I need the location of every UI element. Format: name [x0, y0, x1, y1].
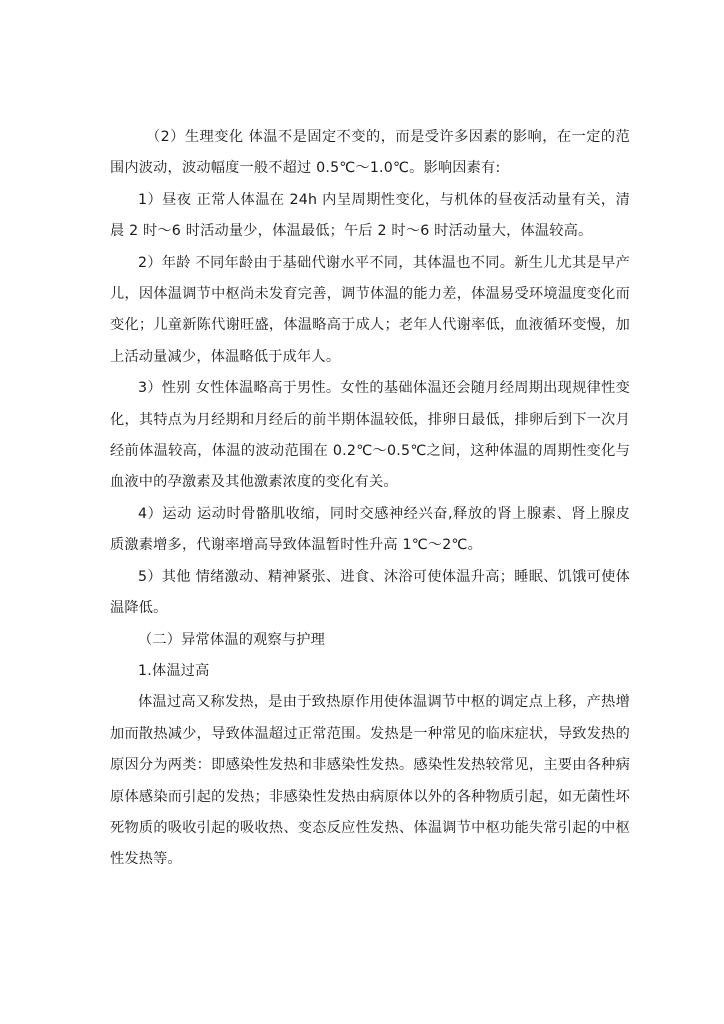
subsection-heading-fever: 1.体温过高 [138, 662, 210, 679]
paragraph-fever-description: 体温过高又称发热，是由于致热原作用使体温调节中枢的调定点上移，产热增加而散热减少，导致体温超过正常范围。发热是一种常见的临床症状，导致发热的原因分为两类：即感染性发热和非感染性发热。感染性发热较常见，主要由各种病原体感染而引起的发热；非感染性发热由病原体以外的各种物质引起，如无菌性坏死物质的吸收引起的吸收热、变态反应性发热、体温调节中枢功能失常引起的中枢性发热等。 [110, 694, 630, 868]
paragraph-exercise: 4）运动 运动时骨骼肌收缩，同时交感神经兴奋,释放的肾上腺素、肾上腺皮质激素增多，代谢率增高导致体温暂时性升高 1℃～2℃。 [110, 505, 630, 554]
paragraph-day-night: 1）昼夜 正常人体温在 24h 内呈周期性变化，与机体的昼夜活动量有关，清晨 2 时～6 时活动量少，体温最低；午后 2 时～6 时活动量大，体温较高。 [110, 191, 630, 240]
section-heading-abnormal-temperature: （二）异常体温的观察与护理 [138, 631, 326, 648]
paragraph-age: 2）年龄 不同年龄由于基础代谢水平不同，其体温也不同。新生儿尤其是早产儿，因体温调节中枢尚未发育完善，调节体温的能力差，体温易受环境温度变化而变化；儿童新陈代谢旺盛，体温略高于成人；老年人代谢率低，血液循环变慢，加上活动量减少，体温略低于成年人。 [110, 254, 630, 365]
document-page [110, 122, 630, 876]
paragraph-gender: 3）性别 女性体温略高于男性。女性的基础体温还会随月经周期出现规律性变化，其特点为月经期和月经后的前半期体温较低，排卵日最低，排卵后到下一次月经前体温较高，体温的波动范围在 0.2℃～0.5℃之间，这种体温的周期性变化与血液中的孕激素及其他激素浓度的变化有关。 [110, 380, 630, 491]
paragraph-other: 5）其他 情绪激动、精神紧张、进食、沐浴可使体温升高；睡眠、饥饿可使体温降低。 [110, 568, 630, 617]
paragraph-physiological-changes: （2）生理变化 体温不是固定不变的，而是受许多因素的影响，在一定的范围内波动，波动幅度一般不超过 0.5℃～1.0℃。影响因素有: [110, 129, 630, 177]
